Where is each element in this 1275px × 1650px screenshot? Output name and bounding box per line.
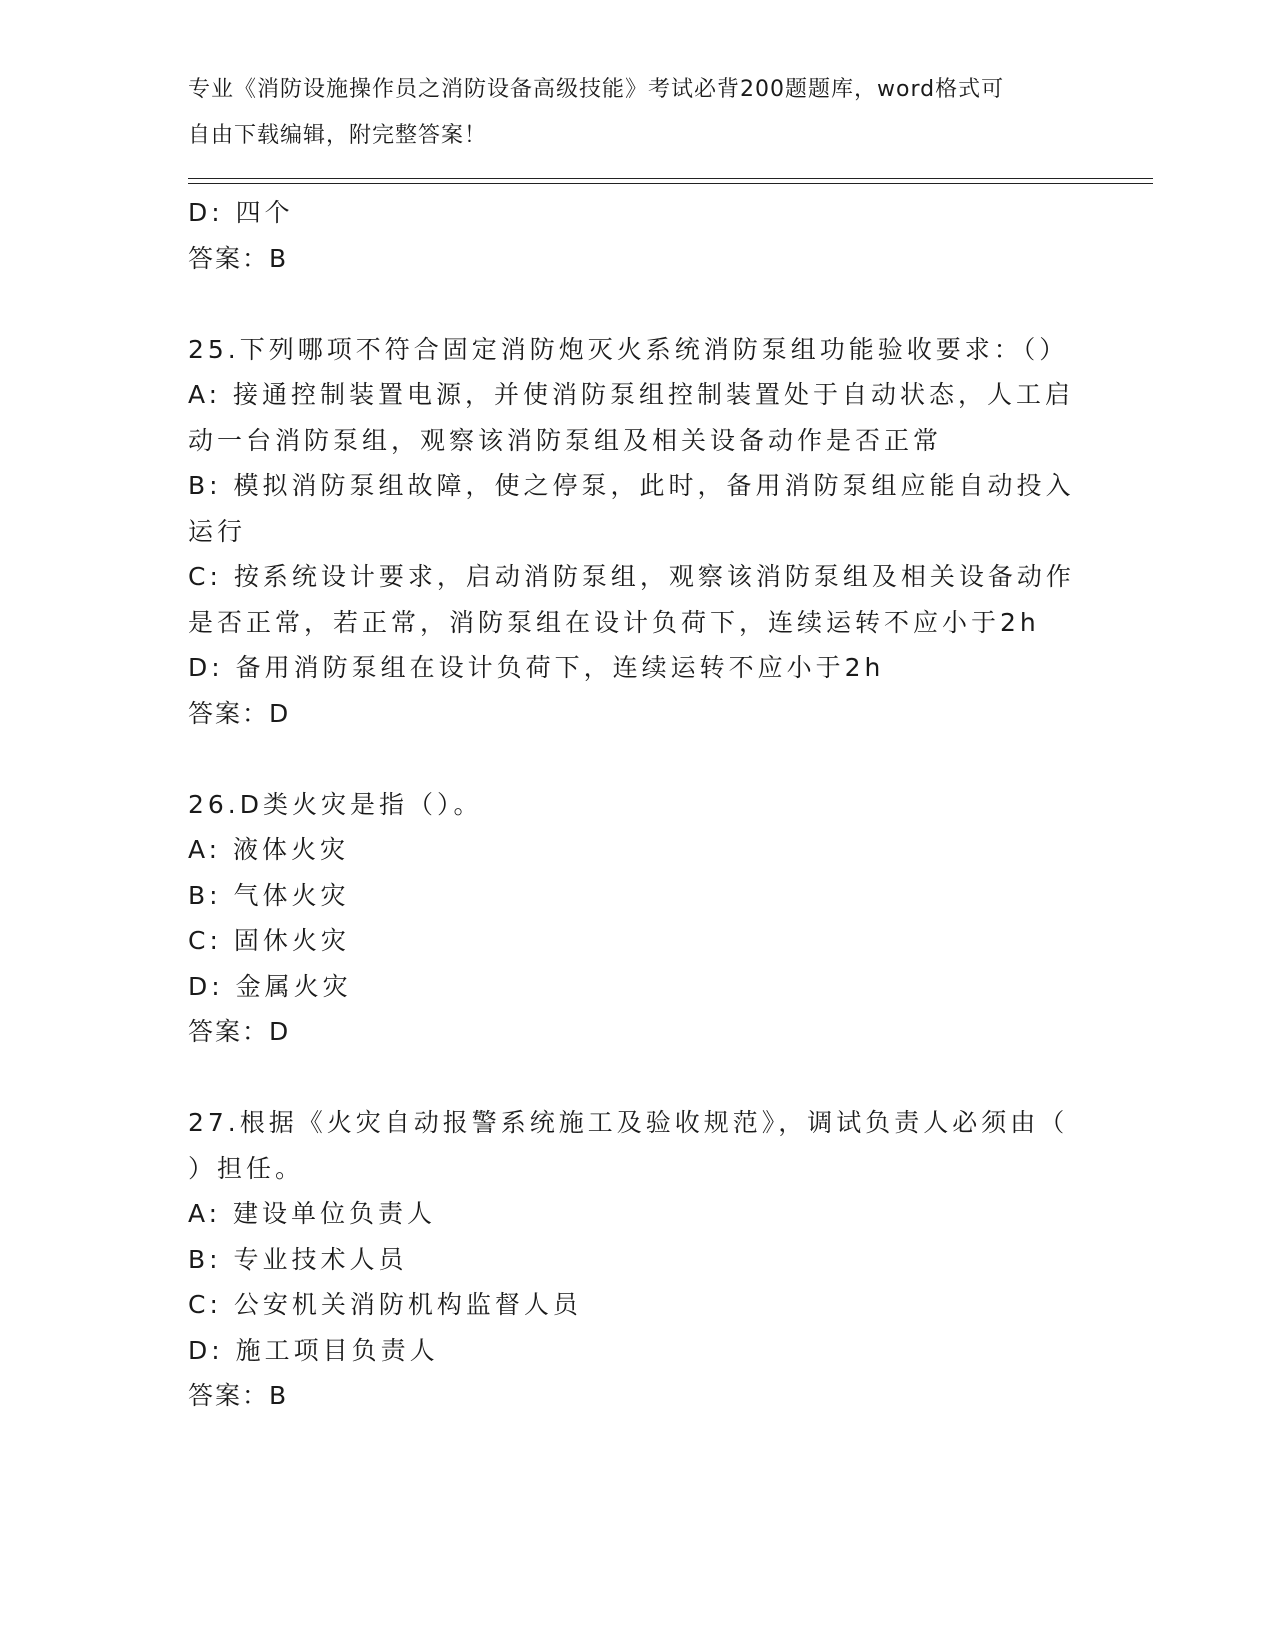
answer-line: 答案：D [188, 1017, 291, 1046]
answer-line: 答案：D [188, 698, 291, 728]
option-b-continued: 运行 [188, 516, 247, 546]
option-d: D: 四个 [188, 198, 294, 227]
question-stem: 25.下列哪项不符合固定消防炮灭火系统消防泵组功能验收要求：（） [188, 334, 1069, 364]
option-a: A: 液体火灾 [188, 835, 350, 864]
option-b: B: 专业技术人员 [188, 1244, 408, 1274]
page-header [188, 74, 1068, 165]
spacer [188, 281, 1078, 327]
option-c-continued: 是否正常，若正常，消防泵组在设计负荷下，连续运转不应小于2h [188, 607, 1040, 637]
spacer [188, 1055, 1078, 1101]
question-stem: 26.D类火灾是指（）。 [188, 789, 483, 819]
question-list [188, 190, 1078, 1419]
question-27 [188, 1100, 1078, 1419]
option-c: C: 按系统设计要求，启动消防泵组，观察该消防泵组及相关设备动作 [188, 562, 1075, 591]
option-b: B: 气体火灾 [188, 880, 350, 910]
header-line-2: 自由下载编辑，附完整答案！ [188, 122, 488, 148]
option-c: C: 固休火灾 [188, 926, 350, 955]
answer-line: 答案：B [188, 1381, 289, 1410]
header-divider-top [188, 178, 1153, 179]
option-d: D: 备用消防泵组在设计负荷下，连续运转不应小于2h [188, 653, 885, 682]
option-b: B: 模拟消防泵组故障，使之停泵，此时，备用消防泵组应能自动投入 [188, 471, 1075, 500]
question-stem: 27.根据《火灾自动报警系统施工及验收规范》，调试负责人必须由（ [188, 1108, 1069, 1137]
option-d: D: 施工项目负责人 [188, 1335, 439, 1365]
header-line-1: 专业《消防设施操作员之消防设备高级技能》考试必背200题题库，word格式可 [188, 77, 1005, 102]
option-d: D: 金属火灾 [188, 971, 352, 1001]
option-a: A: 接通控制装置电源，并使消防泵组控制装置处于自动状态，人工启 [188, 380, 1075, 409]
spacer [188, 736, 1078, 782]
option-c: C: 公安机关消防机构监督人员 [188, 1290, 582, 1319]
header-divider-bottom [188, 183, 1153, 184]
question-25 [188, 327, 1078, 737]
answer-line: 答案：B [188, 243, 289, 273]
previous-question-tail [188, 190, 1078, 281]
option-a: A: 建设单位负责人 [188, 1199, 437, 1228]
question-stem-continued: ）担任。 [188, 1153, 305, 1183]
option-a-continued: 动一台消防泵组，观察该消防泵组及相关设备动作是否正常 [188, 425, 943, 455]
question-26 [188, 782, 1078, 1055]
